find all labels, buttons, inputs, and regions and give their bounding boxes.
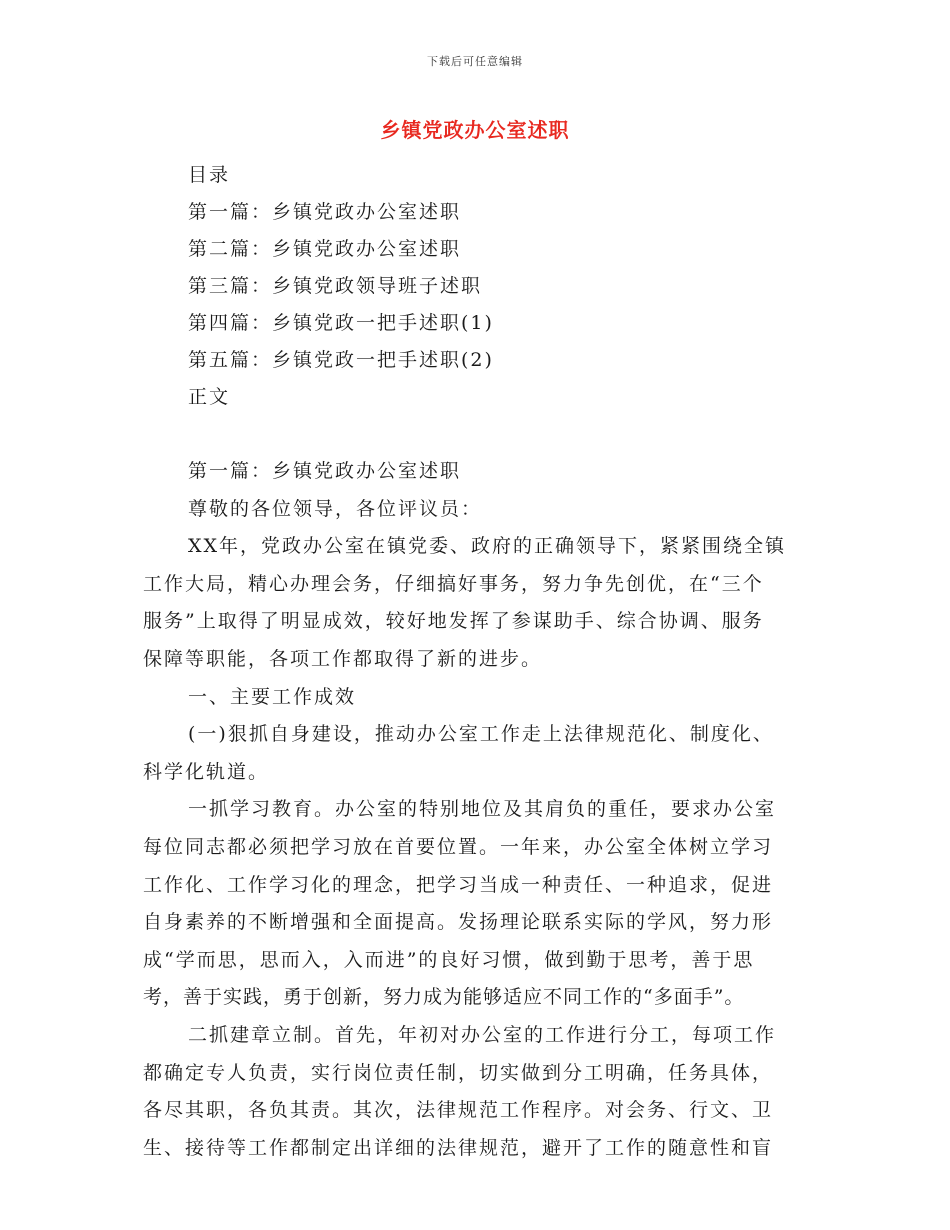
toc-item: 第四篇：乡镇党政一把手述职(1) — [188, 312, 494, 334]
paragraph-line: 自身素养的不断增强和全面提高。发扬理论联系实际的学风，努力形 — [143, 911, 774, 934]
paragraph-line: 每位同志都必须把学习放在首要位置。一年来，办公室全体树立学习 — [143, 835, 774, 858]
toc-item: 第二篇：乡镇党政办公室述职 — [188, 238, 462, 260]
toc-item: 第一篇：乡镇党政办公室述职 — [188, 201, 462, 223]
toc-item: 第三篇：乡镇党政领导班子述职 — [188, 275, 483, 297]
salutation: 尊敬的各位领导，各位评议员： — [188, 497, 483, 520]
paragraph-line: 各尽其职，各负其责。其次，法律规范工作程序。对会务、行文、卫 — [143, 1099, 774, 1122]
paragraph-line: 一抓学习教育。办公室的特别地位及其肩负的重任，要求办公室 — [188, 798, 777, 821]
paragraph-line: 都确定专人负责，实行岗位责任制，切实做到分工明确，任务具体， — [143, 1061, 774, 1084]
paragraph-line: 二抓建章立制。首先，年初对办公室的工作进行分工，每项工作 — [188, 1023, 777, 1046]
toc-item: 第五篇：乡镇党政一把手述职(2) — [188, 349, 494, 371]
body-heading: 正文 — [188, 386, 231, 408]
toc-heading: 目录 — [188, 164, 231, 186]
paragraph-line: 工作化、工作学习化的理念，把学习当成一种责任、一种追求，促进 — [143, 873, 774, 896]
paragraph-line: (一)狠抓自身建设，推动办公室工作走上法律规范化、制度化、 — [188, 723, 774, 746]
paragraph-line: 工作大局，精心办理会务，仔细搞好事务，努力争先创优，在“三个 — [143, 572, 764, 595]
paragraph-line: 保障等职能，各项工作都取得了新的进步。 — [143, 647, 543, 670]
document-body — [143, 453, 808, 1167]
page-header-note: 下载后可任意编辑 — [427, 55, 523, 68]
paragraph-line: 服务”上取得了明显成效，较好地发挥了参谋助手、综合协调、服务 — [143, 610, 764, 633]
paragraph-line: 科学化轨道。 — [143, 760, 270, 783]
paragraph-line: 生、接待等工作都制定出详细的法律规范，避开了工作的随意性和盲 — [143, 1136, 774, 1159]
table-of-contents — [188, 157, 828, 416]
section-title: 第一篇：乡镇党政办公室述职 — [188, 460, 462, 482]
document-title: 乡镇党政办公室述职 — [380, 118, 570, 142]
paragraph-line: 考，善于实践，勇于创新，努力成为能够适应不同工作的“多面手”。 — [143, 986, 745, 1009]
subsection-heading: 一、主要工作成效 — [188, 685, 357, 708]
paragraph-line: 成“学而思，思而入，入而进”的良好习惯，做到勤于思考，善于思 — [143, 948, 755, 971]
paragraph-line: XX年，党政办公室在镇党委、政府的正确领导下，紧紧围绕全镇 — [188, 535, 787, 558]
